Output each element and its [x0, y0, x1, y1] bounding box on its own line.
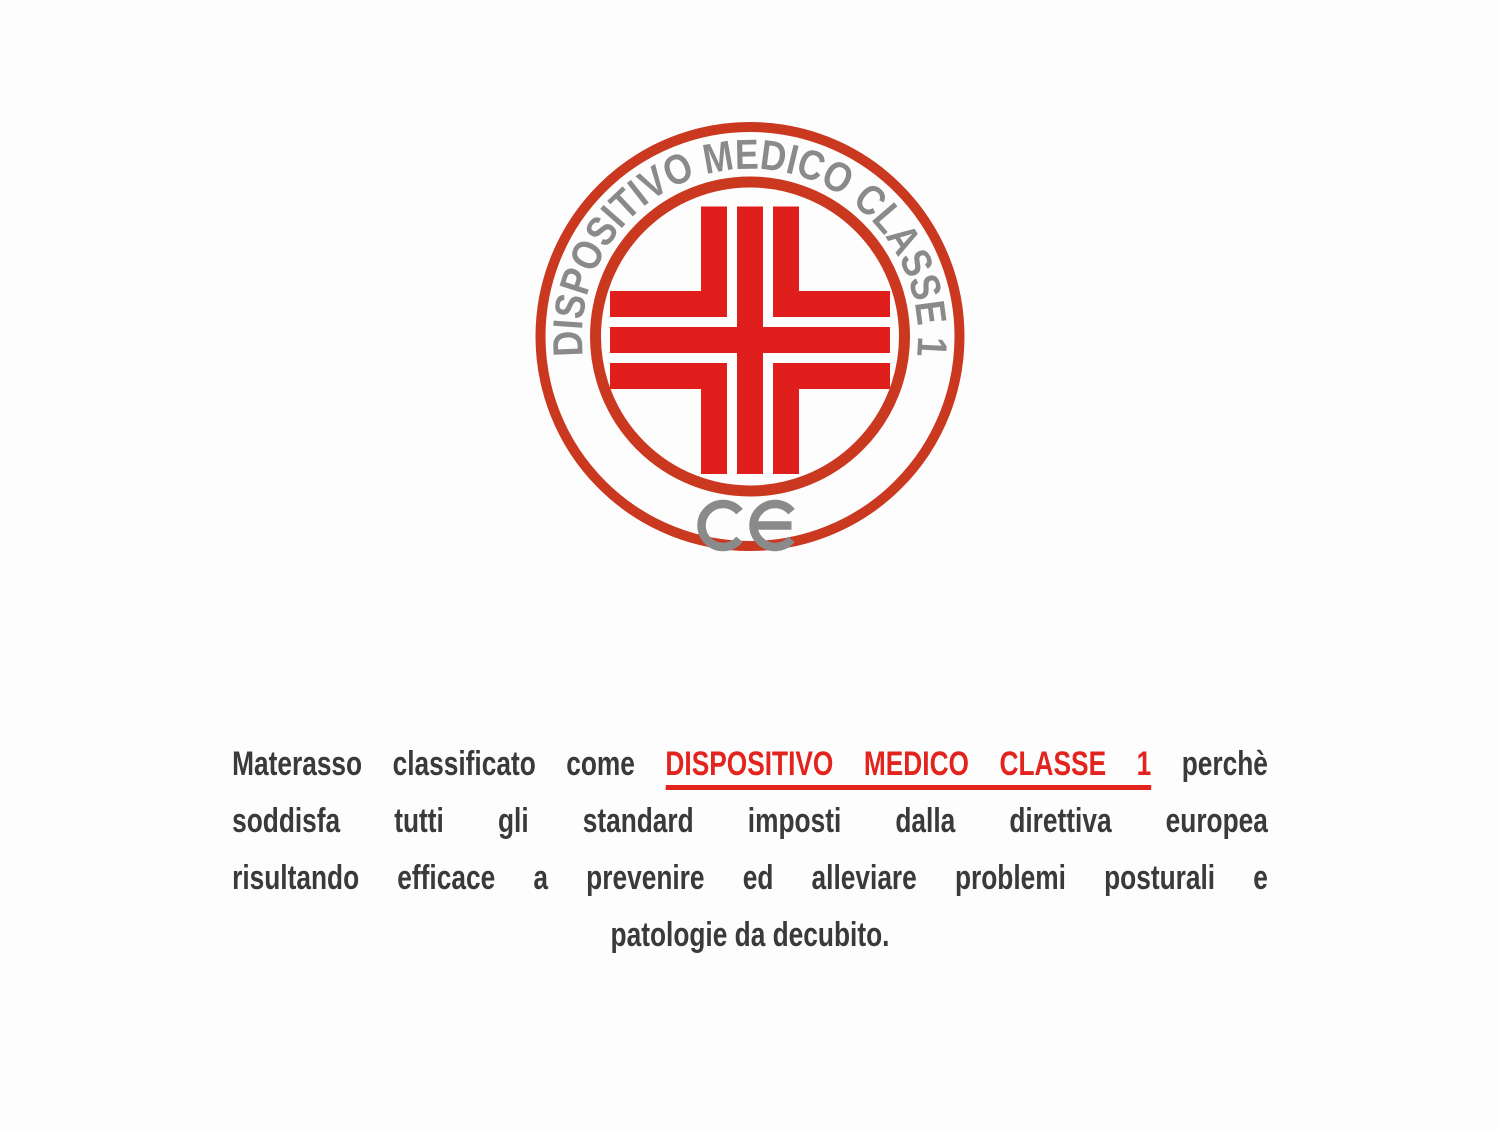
red-cross-icon — [610, 207, 890, 475]
paragraph-line-2: soddisfa tutti gli standard imposti dalla direttiva europea — [232, 802, 1268, 840]
paragraph-line-4: patologie da decubito. — [610, 916, 890, 954]
description-paragraph — [232, 736, 1268, 964]
cross-bracket-bottom-left — [610, 363, 727, 474]
badge-ring-text: DISPOSITIVO MEDICO CLASSE 1 — [543, 130, 957, 362]
paragraph-highlight-phrase: DISPOSITIVO MEDICO CLASSE 1 — [665, 745, 1151, 790]
paragraph-line-3: risultando efficace a prevenire ed alleviare problemi posturali e — [232, 859, 1268, 897]
paragraph-line-1-pre: Materasso classificato come — [232, 745, 666, 783]
cross-bracket-bottom-right — [773, 363, 890, 474]
paragraph-line-1-post: perchè — [1151, 745, 1268, 783]
paragraph-line-1 — [232, 736, 1268, 793]
cross-center-plus — [610, 207, 890, 475]
